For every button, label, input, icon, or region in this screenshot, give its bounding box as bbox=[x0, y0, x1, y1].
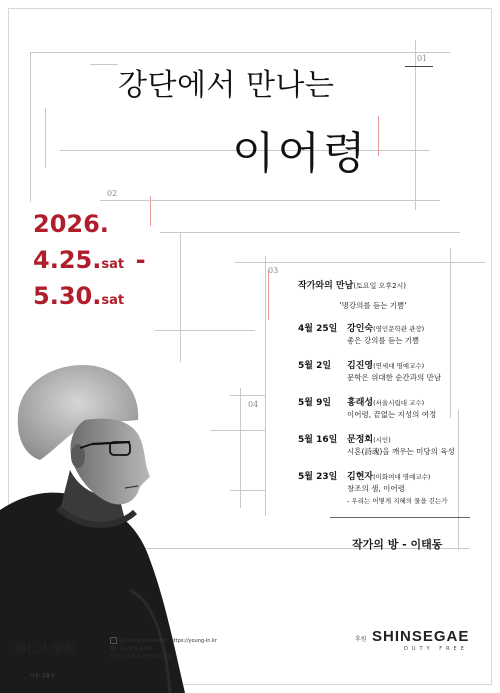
speaker-affiliation: (영인문학관 관장) bbox=[373, 325, 425, 333]
grid-line bbox=[230, 395, 265, 396]
date-start-day: sat bbox=[101, 257, 125, 272]
schedule-heading-note: (토요일 오후2시) bbox=[353, 282, 407, 290]
contact-tel: Tel. 02-379-3182 bbox=[110, 646, 153, 652]
date-end-text: 5.30. bbox=[33, 282, 102, 310]
grid-line bbox=[160, 232, 460, 233]
website-link[interactable]: https://young-in.kr bbox=[170, 638, 217, 644]
contact-line-web bbox=[110, 637, 217, 645]
room-separator bbox=[330, 517, 470, 518]
photo-credit: 사진: 김용호 bbox=[30, 674, 55, 679]
grid-line bbox=[458, 410, 459, 550]
session-topic: 창조의 샘, 이어령 bbox=[347, 484, 405, 493]
title-line-2: 이어령 bbox=[232, 128, 369, 179]
date-start bbox=[33, 246, 146, 274]
room-title: 작가의 방 - 이태동 bbox=[352, 538, 443, 551]
grid-line bbox=[45, 108, 46, 168]
sponsor-logo: SHINSEGAE bbox=[372, 628, 470, 645]
session-date: 5월 16일 bbox=[298, 435, 338, 445]
session-topic: 시혼(詩魂)을 깨우는 미당의 육성 bbox=[347, 447, 455, 456]
speaker-affiliation: (이화여대 명예교수) bbox=[373, 473, 431, 481]
speaker-name: 김진영 bbox=[347, 361, 374, 371]
date-year-text: 2026. bbox=[33, 210, 109, 238]
title-line-1: 강단에서 만나는 bbox=[118, 68, 335, 103]
session-date: 5월 2일 bbox=[298, 361, 332, 371]
speaker-affiliation: (시인) bbox=[373, 436, 391, 444]
grid-line bbox=[210, 430, 265, 431]
speaker-affiliation: (연세대 명예교수) bbox=[373, 362, 425, 370]
marker-03: 03 bbox=[268, 266, 279, 275]
session-speaker bbox=[347, 321, 424, 334]
grid-line bbox=[268, 270, 269, 320]
session-topic: 좋은 강의를 듣는 기쁨 bbox=[347, 336, 420, 345]
marker-02: 02 bbox=[107, 189, 118, 198]
date-end-day: sat bbox=[101, 293, 125, 308]
marker-01: 01 bbox=[417, 54, 428, 63]
grid-line bbox=[30, 52, 450, 53]
schedule-subtitle: '명강의를 듣는 기쁨' bbox=[339, 301, 407, 310]
grid-line bbox=[30, 52, 31, 202]
speaker-affiliation: (서울시립대 교수) bbox=[373, 399, 425, 407]
session-topic: 이어령, 끝없는 지성의 여정 bbox=[347, 410, 437, 419]
grid-line bbox=[265, 256, 266, 516]
session-date: 5월 9일 bbox=[298, 398, 332, 408]
museum-logo: 寧仁大學館 bbox=[14, 642, 77, 657]
host-label: 후원 bbox=[355, 636, 367, 643]
speaker-name: 김현자 bbox=[347, 472, 374, 482]
grid-line bbox=[180, 232, 181, 362]
session-topic: 문학은 위대한 순간과의 만남 bbox=[347, 373, 442, 382]
speaker-name: 강인숙 bbox=[347, 324, 374, 334]
schedule bbox=[298, 278, 488, 505]
date-year bbox=[33, 210, 109, 238]
grid-line bbox=[378, 116, 379, 156]
schedule-heading-text: 작가와의 만남 bbox=[298, 281, 354, 291]
session-date: 5월 23일 bbox=[298, 472, 338, 482]
sponsor-sub: DUTY FREE bbox=[404, 646, 468, 652]
session-speaker bbox=[347, 395, 424, 408]
contact-info bbox=[110, 637, 217, 661]
date-end bbox=[33, 282, 124, 310]
speaker-name: 홍래성 bbox=[347, 398, 374, 408]
date-start-text: 4.25. bbox=[33, 246, 102, 274]
schedule-heading bbox=[298, 278, 488, 291]
speaker-name: 문정희 bbox=[347, 435, 374, 445]
instagram-link[interactable]: @youngin museum bbox=[119, 638, 168, 644]
grid-line bbox=[100, 200, 440, 201]
grid-line bbox=[155, 330, 255, 331]
session-speaker bbox=[347, 432, 391, 445]
date-dash: - bbox=[135, 246, 146, 274]
contact-address: 서울시 종로구 평창30길 81 bbox=[110, 654, 171, 660]
grid-line bbox=[230, 490, 265, 491]
session-topic-extra: - 우리는 어떻게 지혜의 물을 긷는가 bbox=[347, 497, 448, 505]
grid-line bbox=[405, 66, 433, 67]
session-speaker bbox=[347, 469, 430, 482]
session-speaker bbox=[347, 358, 424, 371]
grid-line bbox=[90, 64, 118, 65]
grid-line bbox=[450, 248, 451, 418]
session-date: 4월 25일 bbox=[298, 324, 338, 334]
marker-04: 04 bbox=[248, 400, 259, 409]
instagram-icon bbox=[110, 637, 117, 644]
grid-line bbox=[235, 262, 485, 263]
